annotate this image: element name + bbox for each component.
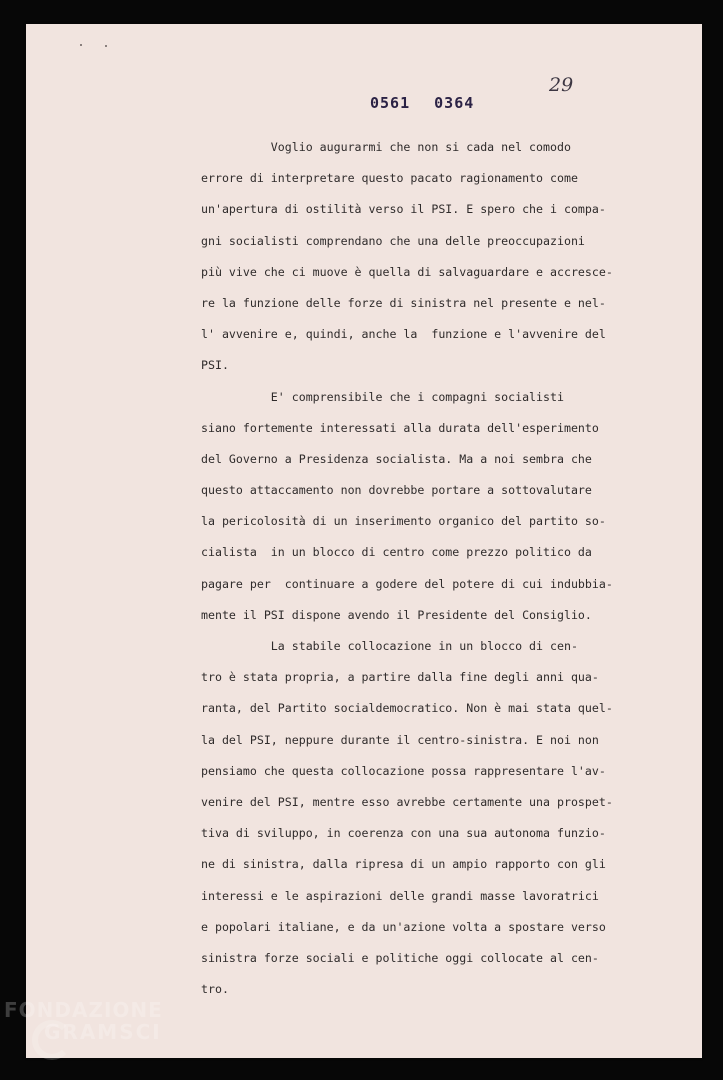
text-line: pagare per continuare a godere del potere di cui indubbia- bbox=[201, 576, 613, 591]
text-line: E' comprensibile che i compagni socialisti bbox=[201, 389, 564, 404]
text-line: cialista in un blocco di centro come prezzo politico da bbox=[201, 545, 592, 560]
fondazione-gramsci-watermark bbox=[4, 1000, 163, 1042]
text-line: interessi e le aspirazioni delle grandi masse lavoratrici bbox=[201, 888, 599, 903]
text-line: gni socialisti comprendano che una delle preoccupazioni bbox=[201, 233, 585, 248]
text-line: tro. bbox=[201, 982, 229, 997]
document-page bbox=[26, 24, 702, 1058]
watermark-logo-icon bbox=[32, 1020, 72, 1060]
watermark-line-2: GRAMSCI bbox=[44, 1020, 162, 1044]
text-line: ranta, del Partito socialdemocratico. Non è mai stata quel- bbox=[201, 701, 613, 716]
text-line: mente il PSI dispone avendo il Presidente del Consiglio. bbox=[201, 607, 592, 622]
text-line: venire del PSI, mentre esso avrebbe certamente una prospet- bbox=[201, 794, 613, 809]
text-line: La stabile collocazione in un blocco di cen- bbox=[201, 639, 578, 653]
text-line: la del PSI, neppure durante il centro-sinistra. E noi non bbox=[201, 732, 599, 747]
handwritten-page-number: 29 bbox=[549, 74, 574, 96]
text-line: re la funzione delle forze di sinistra nel presente e nel- bbox=[201, 295, 606, 310]
text-line: la pericolosità di un inserimento organico del partito so- bbox=[201, 514, 606, 529]
typed-text-body bbox=[201, 132, 631, 1005]
text-line: e popolari italiane, e da un'azione volta a spostare verso bbox=[201, 919, 606, 934]
paper-speck bbox=[105, 45, 107, 47]
text-line: tro è stata propria, a partire dalla fine degli anni qua- bbox=[201, 670, 599, 685]
text-line: errore di interpretare questo pacato ragionamento come bbox=[201, 171, 578, 186]
text-line: siano fortemente interessati alla durata dell'esperimento bbox=[201, 420, 599, 435]
text-line: l' avvenire e, quindi, anche la funzione e l'avvenire del bbox=[201, 327, 606, 342]
text-line: PSI. bbox=[201, 358, 229, 373]
text-line: questo attaccamento non dovrebbe portare a sottovalutare bbox=[201, 483, 592, 498]
text-line: più vive che ci muove è quella di salvaguardare e accresce- bbox=[201, 264, 613, 279]
text-line: pensiamo che questa collocazione possa rappresentare l'av- bbox=[201, 763, 606, 778]
text-line: tiva di sviluppo, in coerenza con una sua autonoma funzio- bbox=[201, 826, 606, 841]
archive-stamp-code: 0561 0364 bbox=[370, 94, 475, 112]
text-line: ne di sinistra, dalla ripresa di un ampio rapporto con gli bbox=[201, 857, 606, 872]
text-line: un'apertura di ostilità verso il PSI. E spero che i compa- bbox=[201, 202, 606, 217]
text-line: Voglio augurarmi che non si cada nel comodo bbox=[201, 140, 571, 154]
text-line: sinistra forze sociali e politiche oggi collocate al cen- bbox=[201, 950, 599, 965]
text-line: del Governo a Presidenza socialista. Ma a noi sembra che bbox=[201, 451, 592, 466]
paper-speck bbox=[80, 44, 82, 46]
watermark-line-1: FONDAZIONE bbox=[4, 998, 163, 1022]
